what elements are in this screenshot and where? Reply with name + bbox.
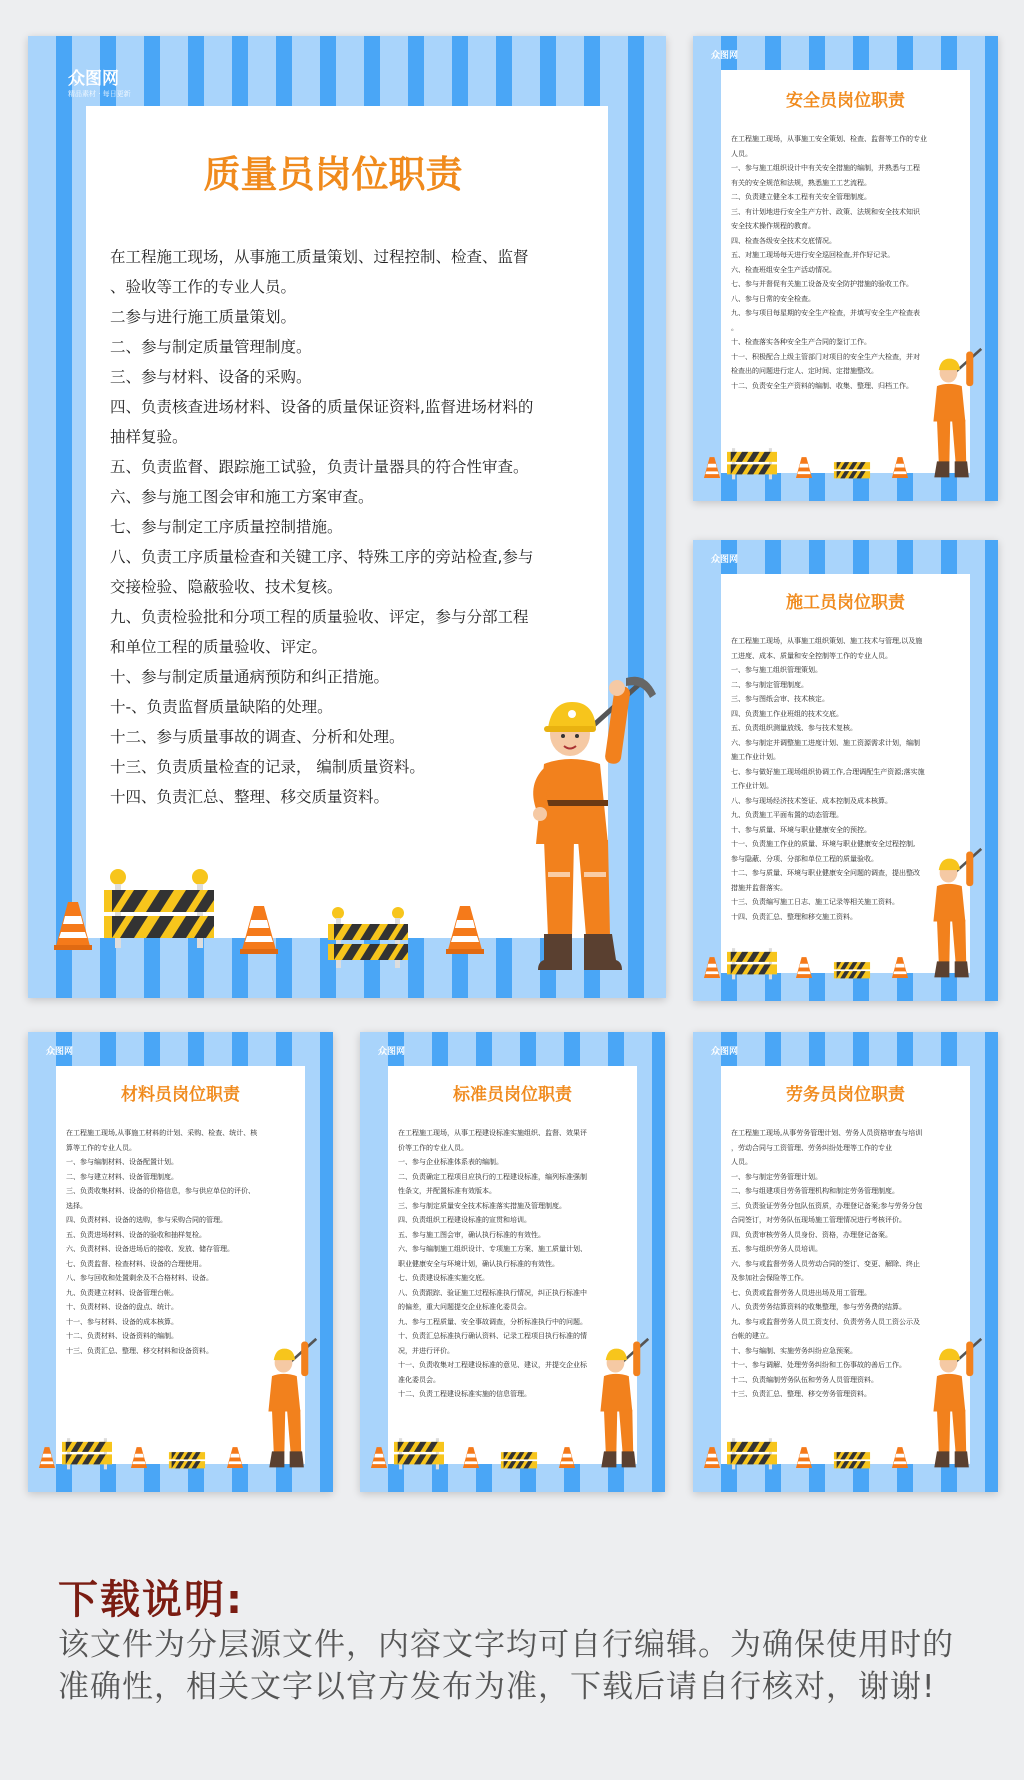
barrier-icon	[168, 1444, 206, 1472]
cone-icon	[891, 956, 909, 980]
barrier-icon	[727, 440, 777, 480]
body-line: 七、参与制定工序质量控制措施。	[110, 518, 343, 536]
poster-quality	[28, 36, 666, 998]
body-line: 及参加社会保险等工作。	[731, 1274, 808, 1282]
notice-text: 该文件为分层源文件，内容文字均可自行编辑。为确保使用时的准确性，相关文字以官方发布为准，下载后请自行核对，谢谢!	[58, 1627, 954, 1705]
body-line: 二、参与制定管理制度。	[731, 680, 808, 689]
poster-body	[66, 1126, 296, 1358]
body-line: 十一、参与调解、处理劳务纠纷和工伤事故的善后工作。	[731, 1361, 906, 1369]
body-line: 六、检查班组安全生产活动情况。	[731, 265, 836, 274]
cone-icon	[130, 1446, 148, 1470]
body-line: 十、参与编制、实施劳务纠纷应急预案。	[731, 1346, 857, 1355]
body-line: 一、参与施工组织管理策划。	[731, 666, 822, 674]
body-line: 工作业计划。	[731, 782, 773, 790]
poster-labor	[693, 1032, 998, 1492]
body-line: 选择。	[66, 1201, 87, 1210]
body-line: 八、负责跟踪、验证施工过程标准执行情况，纠正执行标准中	[398, 1288, 587, 1297]
body-line: 十三、负责汇总、整理、移交劳务管理资料。	[731, 1390, 871, 1398]
body-line: 的偏差，重大问题提交企业标准化委员会。	[398, 1303, 531, 1311]
poster-safety	[693, 36, 998, 501]
body-line: 六、参与施工图会审和施工方案审查。	[110, 488, 374, 506]
body-line: 七、负责或监督劳务人员进出场及用工管理。	[731, 1288, 871, 1297]
body-line: 二、参与建立材料、设备管理制度。	[66, 1172, 178, 1181]
body-line: 十二、负责材料、设备资料的编制。	[66, 1332, 178, 1340]
body-line: 六、负责材料、设备进场后的接收、发放、储存管理。	[66, 1245, 234, 1253]
body-line: 性条文，并配置标准有效版本。	[398, 1187, 496, 1195]
body-line: 算等工作的专业人员。	[66, 1143, 136, 1152]
barrier-icon	[62, 1430, 112, 1470]
poster-title: 劳务员岗位职责	[786, 1085, 905, 1105]
body-line: 三、负责验证劳务分包队伍资质，办理登记备案;参与劳务分包	[731, 1201, 923, 1210]
body-line: 十四、负责汇总、整理、移交质量资料。	[110, 788, 390, 806]
logo	[46, 1044, 73, 1057]
body-line: 七、参与做好施工现场组织协调工作,合理调配生产资源;落实施	[731, 767, 925, 776]
body-line: 职业健康安全与环境计划，确认执行标准的有效性。	[398, 1259, 559, 1268]
body-line: 十二、参与质量事故的调查、分析和处理。	[110, 728, 405, 746]
body-line: 在工程施工现场，从事施工安全策划、检查、监督等工作的专业	[731, 135, 927, 143]
poster-construction	[693, 540, 998, 1001]
worker-icon	[596, 1334, 658, 1474]
body-line: 有关的安全规范和法规，熟悉施工工艺流程。	[731, 178, 871, 187]
cone-icon	[795, 956, 813, 980]
cone-icon	[795, 456, 813, 480]
body-line: 九、负责建立材料、设备管理台帐。	[66, 1288, 178, 1297]
body-line: 在工程施工现场，从事施工组织策划、施工技术与管理,以及施	[731, 637, 923, 645]
barrier-icon	[104, 868, 214, 952]
body-line: 参与隐蔽、分项、分部和单位工程的质量验收。	[731, 854, 878, 863]
body-line: 十二、参与质量、环境与职业健康安全问题的调查，提出整改	[731, 869, 920, 877]
body-line: 五、对施工现场每天进行安全巡回检查,并作好记录。	[731, 251, 895, 259]
barrier-icon	[727, 1430, 777, 1470]
body-line: 在工程施工现场，从事施工质量策划、过程控制、检查、监督	[110, 248, 529, 266]
barrier-icon	[833, 454, 871, 482]
body-line: 和单位工程的质量验收、评定。	[110, 638, 328, 656]
body-line: 十一、负责施工作业的质量、环境与职业健康安全过程控制,	[731, 840, 916, 848]
body-line: 七、负责建设标准实施交底。	[398, 1274, 489, 1282]
cone-icon	[703, 956, 721, 980]
body-line: 一、参与施工组织设计中有关安全措施的编制，并熟悉与工程	[731, 164, 920, 172]
cone-icon	[240, 904, 278, 954]
cone-icon	[795, 1446, 813, 1470]
poster-body	[731, 1126, 961, 1402]
body-line: 合同签订，对劳务队伍现场施工管理情况进行考核评价。	[731, 1216, 906, 1224]
notice-title: 下载说明:	[58, 1577, 244, 1623]
body-line: 十一、参与材料、设备的成本核算。	[66, 1317, 178, 1326]
body-line: 七、参与并督促有关施工设备及安全防护措施的验收工作。	[731, 280, 913, 288]
barrier-icon	[833, 954, 871, 982]
body-line: ，劳动合同与工资管理、劳务纠纷处理等工作的专业	[731, 1143, 892, 1152]
barrier-icon	[394, 1430, 444, 1470]
body-line: 九、参与项目每星期的安全生产检查，并填写安全生产检查表	[731, 309, 920, 317]
body-line: 五、负责监督、跟踪施工试验，负责计量器具的符合性审查。	[110, 458, 529, 476]
cone-icon	[54, 900, 92, 950]
body-line: 二参与进行施工质量策划。	[110, 308, 297, 326]
body-line: 九、参与工程质量、安全事故调查，分析标准执行中的问题。	[398, 1317, 587, 1326]
body-line: 五、负责组织测量放线、参与技术复核。	[731, 724, 857, 732]
poster-body	[731, 132, 961, 393]
body-line: 十一、积极配合上级主管部门对项目的安全生产大检查，并对	[731, 352, 920, 361]
poster-title: 质量员岗位职责	[203, 153, 463, 196]
body-line: 台帐的建立。	[731, 1332, 773, 1340]
body-line: 施工作业计划。	[731, 753, 780, 761]
body-line: 十、检查落实各种安全生产合同的鉴订工作。	[731, 338, 871, 346]
body-line: 六、参与或监督劳务人员劳动合同的签订、变更、解除、终止	[731, 1259, 920, 1268]
cone-icon	[703, 456, 721, 480]
logo-name: 众图网	[711, 555, 739, 565]
cone-icon	[703, 1446, 721, 1470]
body-line: 十二、负责安全生产资料的编制、收集、整理、归档工作。	[731, 381, 913, 390]
body-line: 二、参与组建项目劳务管理机构和制定劳务管理制度。	[731, 1187, 899, 1195]
cone-icon	[462, 1446, 480, 1470]
body-line: 工进度、成本、质量和安全控制等工作的专业人员。	[731, 651, 892, 660]
body-line: 十二、负责编制劳务队伍和劳务人员管理资料。	[731, 1375, 878, 1384]
barrier-icon	[727, 940, 777, 980]
body-line: 九、参与或监督劳务人员工资支付、负责劳务人员工资公示及	[731, 1317, 920, 1326]
body-line: 三、参与制定质量安全技术标准落实措施及管理制度。	[398, 1201, 566, 1210]
body-line: 四、负责组织工程建设标准的宣贯和培训。	[398, 1216, 531, 1224]
body-line: 十三、负责编写施工日志、施工记录等相关施工资料。	[731, 898, 899, 906]
body-line: 八、参与回收和处置剩余及不合格材料、设备。	[66, 1274, 213, 1282]
poster-material	[28, 1032, 333, 1492]
worker-icon	[929, 1334, 991, 1474]
poster-body	[398, 1126, 628, 1402]
body-line: 十、负责汇总标准执行确认资料、记录工程项目执行标准的情	[398, 1332, 587, 1340]
body-line: 、验收等工作的专业人员。	[110, 278, 297, 296]
body-line: 八、负责工序质量检查和关键工序、特殊工序的旁站检查,参与	[110, 548, 534, 566]
logo-name: 众图网	[711, 1047, 739, 1057]
body-line: 三、有计划地进行安全生产方针、政策、法规和安全技术知识	[731, 207, 920, 216]
logo-name: 众图网	[46, 1047, 74, 1057]
cone-icon	[891, 1446, 909, 1470]
body-line: 况，并进行评价。	[398, 1346, 454, 1355]
body-line: 四、负责施工作业班组的技术交底。	[731, 709, 843, 718]
body-line: 六、参与编制施工组织设计、专项施工方案、施工质量计划、	[398, 1245, 587, 1253]
logo	[378, 1044, 405, 1057]
body-line: 十二、负责工程建设标准实施的信息管理。	[398, 1390, 531, 1398]
body-line: 十三、负责质量检查的记录， 编制质量资料。	[110, 758, 425, 776]
barrier-icon	[500, 1444, 538, 1472]
logo-name: 众图网	[68, 69, 119, 89]
cone-icon	[891, 456, 909, 480]
logo-tagline: 精品素材 · 每日更新	[68, 90, 131, 98]
body-line: 十四、负责汇总、整理和移交施工资料。	[731, 912, 857, 921]
body-line: 五、参与组织劳务人员培训。	[731, 1245, 822, 1253]
body-line: 三、负责收集材料、设备的价格信息，参与供应单位的评价、	[66, 1187, 255, 1195]
barrier-icon	[328, 906, 408, 968]
cone-icon	[38, 1446, 56, 1470]
body-line: 十一、负责收集对工程建设标准的意见、建议，并提交企业标	[398, 1361, 587, 1369]
body-line: 九、负责施工平面布置的动态管理。	[731, 811, 843, 819]
logo	[68, 64, 131, 99]
body-line: 十三、负责汇总、整理、移交材料和设备资料。	[66, 1346, 213, 1355]
logo	[711, 1044, 738, 1057]
worker-icon	[526, 672, 666, 982]
body-line: 八、参与日常的安全检查。	[731, 294, 815, 303]
body-line: 交接检验、隐蔽验收、技术复核。	[110, 578, 343, 596]
worker-icon	[264, 1334, 326, 1474]
poster-title: 施工员岗位职责	[786, 593, 905, 613]
body-line: 七、负责监督、检查材料、设备的合理使用。	[66, 1259, 206, 1268]
body-line: 五、参与施工图会审，确认执行标准的有效性。	[398, 1230, 545, 1239]
logo-name: 众图网	[711, 51, 739, 61]
poster-title: 安全员岗位职责	[786, 91, 905, 111]
worker-icon	[929, 344, 991, 484]
body-line: 八、参与现场经济技术签证、成本控制及成本核算。	[731, 796, 892, 805]
poster-title: 材料员岗位职责	[121, 1085, 240, 1105]
body-line: 五、负责进场材料、设备的验收和抽样复检。	[66, 1230, 206, 1239]
body-line: 人员。	[731, 1158, 752, 1166]
body-line: 一、参与企业标准体系表的编制。	[398, 1158, 503, 1166]
poster-title: 标准员岗位职责	[453, 1085, 572, 1105]
logo	[711, 48, 738, 61]
body-line: 四、负责审核劳务人员身份、资格，办理登记备案。	[731, 1230, 892, 1239]
poster-body	[731, 634, 961, 924]
body-line: 三、参与图纸会审、技术核定。	[731, 695, 829, 703]
body-line: 抽样复验。	[110, 428, 188, 446]
body-line: 三、参与材料、设备的采购。	[110, 368, 312, 386]
body-line: 在工程施工现场,从事施工材料的计划、采购、检查、统计、核	[66, 1129, 258, 1137]
body-line: 检查出的问题进行定人、定时间、定措施整改。	[731, 367, 878, 375]
body-line: 在工程施工现场,从事劳务管理计划、劳务人员资格审查与培训	[731, 1129, 923, 1137]
logo-name: 众图网	[378, 1047, 406, 1057]
body-line: 措施并监督落实。	[731, 883, 787, 892]
cone-icon	[370, 1446, 388, 1470]
body-line: 一、参与制定劳务管理计划。	[731, 1172, 822, 1181]
barrier-icon	[833, 1444, 871, 1472]
body-line: 十-、负责监督质量缺陷的处理。	[110, 698, 333, 716]
cone-icon	[226, 1446, 244, 1470]
body-line: 二、负责建立健全本工程有关安全管理制度。	[731, 193, 871, 201]
body-line: 四、检查各级安全技术交底情况。	[731, 236, 836, 245]
body-line: 二、参与制定质量管理制度。	[110, 338, 312, 356]
poster-standard	[360, 1032, 665, 1492]
body-line: 九、负责检验批和分项工程的质量验收、评定，参与分部工程	[110, 608, 529, 626]
cone-icon	[446, 904, 484, 954]
body-line: 十、负责材料、设备的盘点、统计。	[66, 1303, 178, 1311]
worker-icon	[929, 844, 991, 984]
body-line: 人员。	[731, 149, 752, 158]
body-line: 价等工作的专业人员。	[398, 1143, 468, 1152]
body-line: 二、负责确定工程项目应执行的工程建设标准，编列标准强制	[398, 1172, 587, 1181]
body-line: 在工程施工现场，从事工程建设标准实施组织、监督、效果评	[398, 1129, 587, 1137]
body-line: 安全技术操作规程的教育。	[731, 222, 815, 230]
body-line: 。	[731, 323, 738, 332]
body-line: 六、参与制定并调整施工进度计划、施工资源需求计划，编制	[731, 738, 920, 747]
logo	[711, 552, 738, 565]
body-line: 八、负责劳务结算资料的收集整理，参与劳务费的结算。	[731, 1303, 906, 1311]
body-line: 十、参与制定质量通病预防和纠正措施。	[110, 668, 390, 686]
body-line: 四、负责核查进场材料、设备的质量保证资料,监督进场材料的	[110, 398, 534, 416]
cone-icon	[558, 1446, 576, 1470]
body-line: 四、负责材料、设备的选购，参与采购合同的管理。	[66, 1216, 227, 1224]
body-line: 十、参与质量、环境与职业健康安全的预控。	[731, 825, 871, 834]
body-line: 一、参与编制材料、设备配置计划。	[66, 1158, 178, 1166]
body-line: 准化委员会。	[398, 1375, 440, 1384]
